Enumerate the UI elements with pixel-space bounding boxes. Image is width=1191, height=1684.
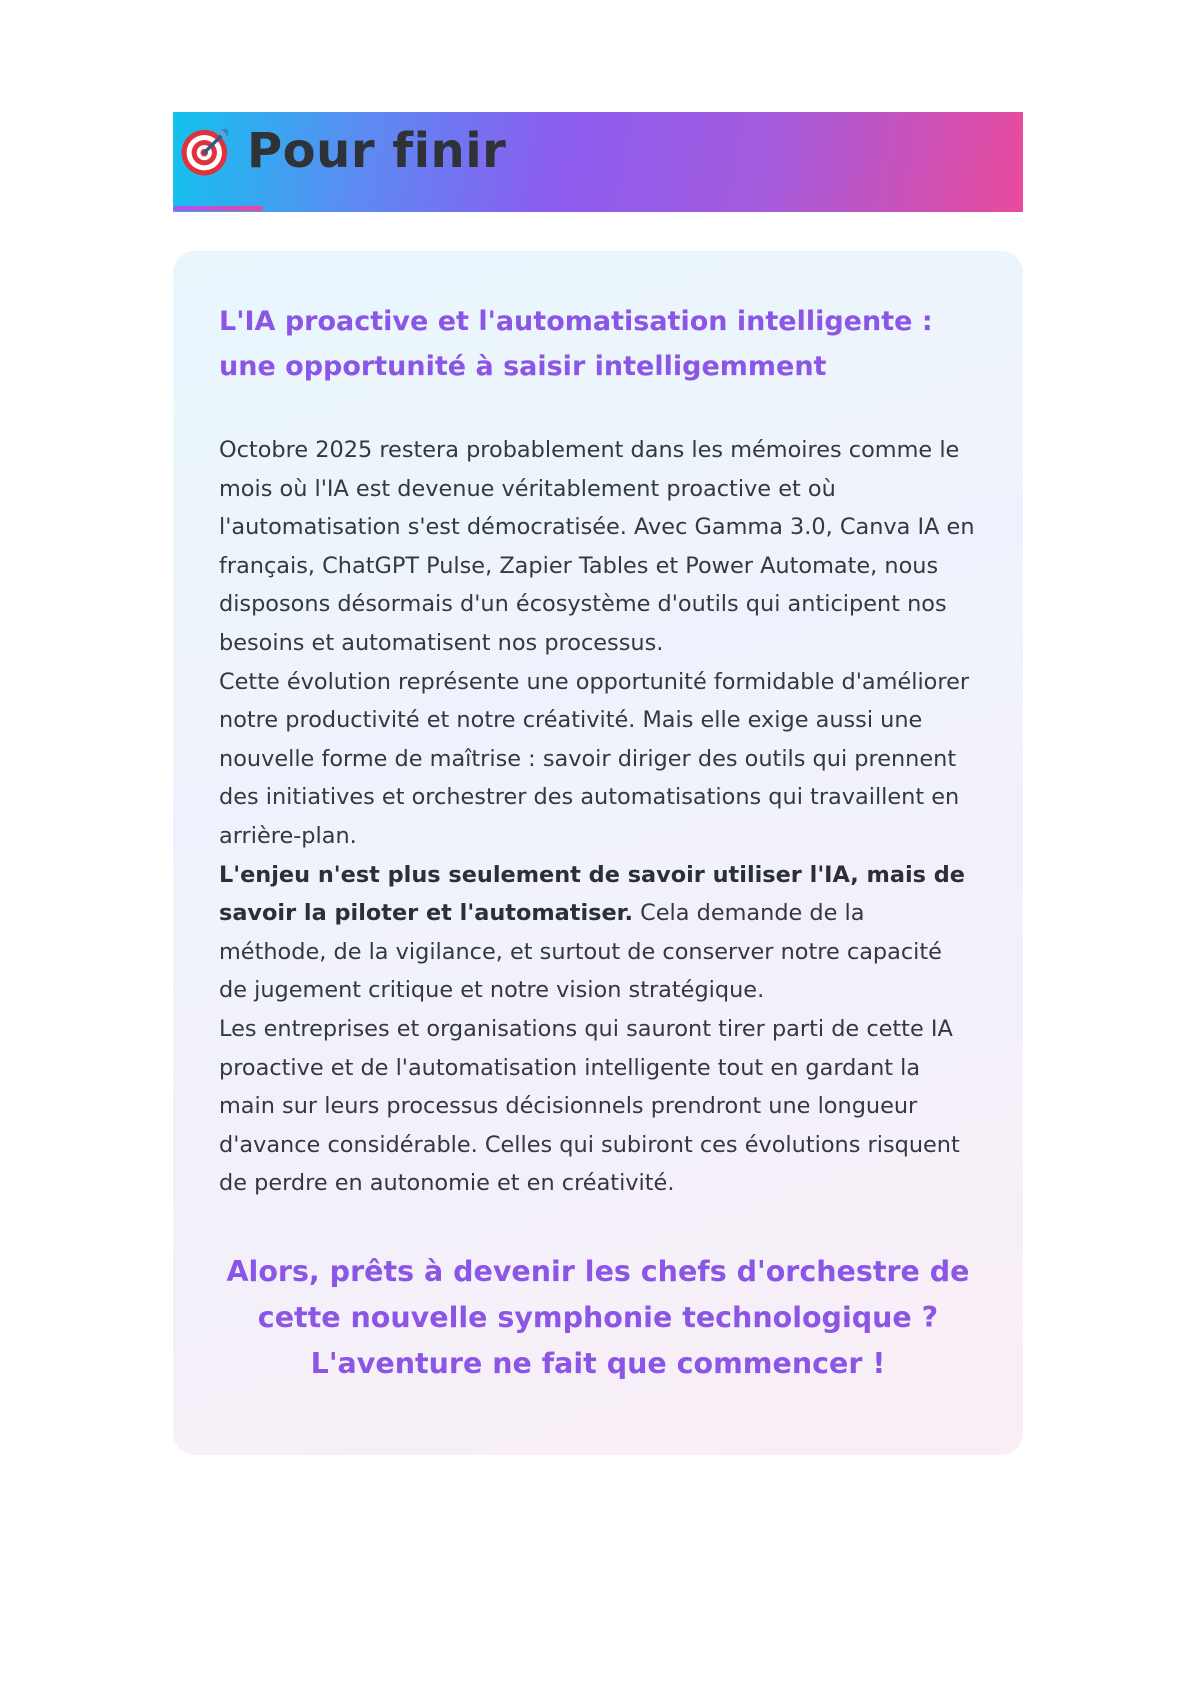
conclusion-card [173, 251, 1023, 1455]
paragraph-organizations: Les entreprises et organisations qui sauront tirer parti de cette IA proactive et de l'automatisation intelligente tout en gardant la main sur leurs processus décisionnels prendront une longueur d'avance considérable. Celles qui subiront ces évolutions risquent de perdre en autonomie et en créativité. [219, 1015, 960, 1197]
paragraph-stakes [219, 856, 977, 1010]
section-header [179, 124, 506, 178]
cta-closing: L'aventure ne fait que commencer ! [310, 1346, 886, 1380]
stakes-highlight: L'enjeu n'est plus seulement de savoir utiliser l'IA, mais de savoir la piloter et l'automatiser. [219, 861, 965, 927]
stakes-text: Cela demande de la méthode, de la vigilance, et surtout de conserver notre capacité de jugement critique et notre vision stratégique. [219, 900, 942, 1004]
title-underline [173, 206, 263, 211]
call-to-action [219, 1249, 977, 1387]
section-header-banner [173, 112, 1023, 212]
paragraph-intro: Octobre 2025 restera probablement dans les mémoires comme le mois où l'IA est devenue véritablement proactive et où l'automatisation s'est démocratisée. Avec Gamma 3.0, Canva IA en français, ChatGPT Pulse, Zapier Tables et Power Automate, nous disposons désormais d'un écosystème d'outils qui anticipent nos besoins et automatisent nos processus. [219, 437, 975, 656]
card-heading: L'IA proactive et l'automatisation intelligente : une opportunité à saisir intelligemment [219, 306, 933, 382]
paragraph-opportunity: Cette évolution représente une opportunité formidable d'améliorer notre productivité et notre créativité. Mais elle exige aussi une nouvelle forme de maîtrise : savoir diriger des outils qui prennent des initiatives et orchestrer des automatisations qui travaillent en arrière-plan. [219, 668, 970, 849]
page-title: Pour finir [247, 123, 507, 179]
cta-question: Alors, prêts à devenir les chefs d'orchestre de cette nouvelle symphonie technologique ? [226, 1254, 970, 1334]
card-body [219, 431, 977, 1203]
target-icon [179, 124, 233, 178]
